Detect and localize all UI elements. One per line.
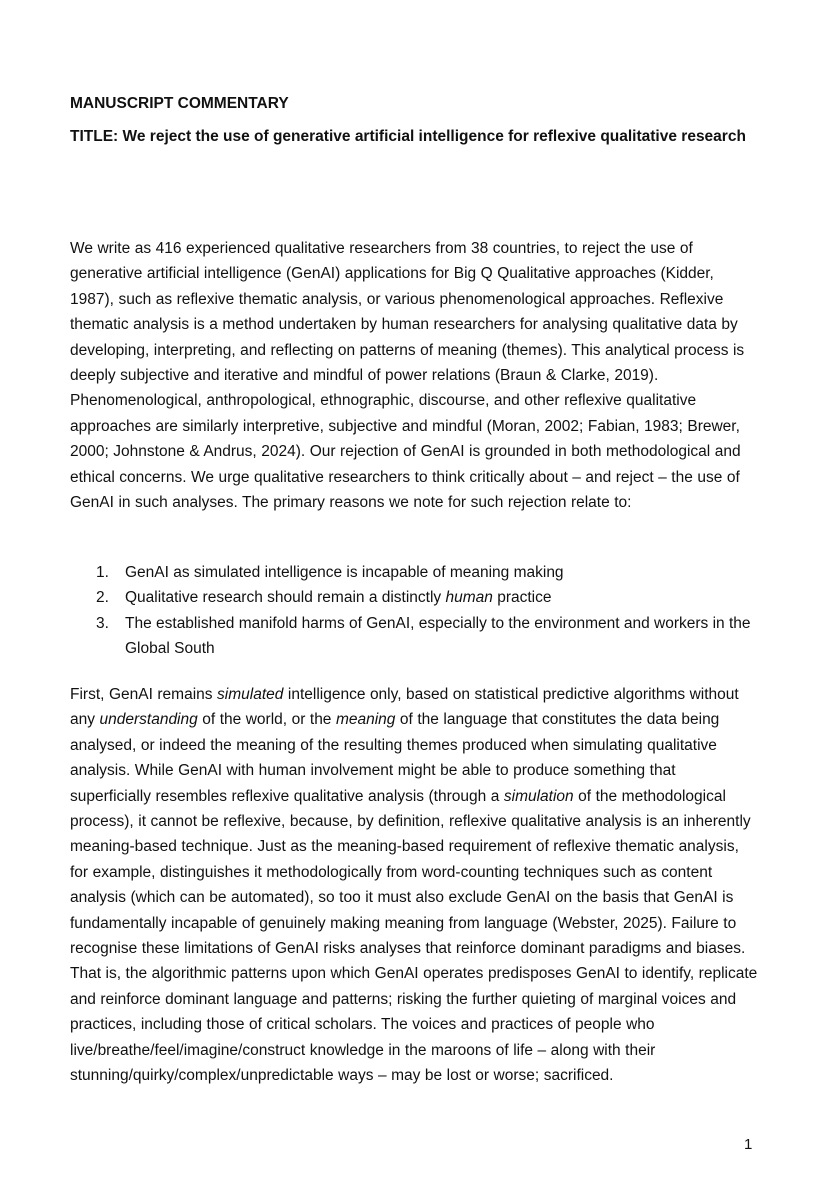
emphasis-understanding: understanding — [99, 711, 198, 729]
reasons-list — [70, 560, 760, 662]
manuscript-label: MANUSCRIPT COMMENTARY — [70, 95, 289, 112]
list-item-number: 3. — [96, 614, 109, 632]
text-run: intelligence only, based on statistical predictive algorithms without any — [70, 686, 739, 729]
document-title: TITLE: We reject the use of generative artificial intelligence for reflexive qualitative research — [70, 128, 746, 145]
emphasis-meaning: meaning — [335, 711, 396, 729]
list-item-emphasis: human — [445, 589, 493, 607]
list-item-number: 1. — [96, 564, 109, 581]
list-item-text: Qualitative research should remain a distinctly — [125, 589, 446, 607]
text-run: of the language that constitutes the data being analysed, or indeed the meaning of the resulting themes produced when simulating qualitative analysis. While GenAI with human involvement might be able to produce something that superficially resembles reflexive qualitative analysis (through a — [70, 711, 720, 805]
text-run: First, GenAI remains — [70, 686, 218, 703]
list-item-text: GenAI as simulated intelligence is incapable of meaning making — [125, 564, 564, 581]
text-run: of the world, or the — [197, 711, 336, 729]
argument-paragraph — [70, 682, 760, 1089]
page-number: 1 — [744, 1136, 753, 1153]
list-item — [70, 611, 760, 662]
list-item-number: 2. — [96, 589, 109, 607]
text-run: of the methodological process), it cannot be reflexive, because, by definition, reflexive qualitative analysis is an inherently meaning-based technique. Just as the meaning-based requirement of reflexive thematic analysis, for example, distinguishes it methodologically from word-counting techniques such as content analysis (which can be automated), so too it must also exclude GenAI on the basis that GenAI is fundamentally incapable of genuinely making meaning from language (Webster, 2025). Failure to recognise these limitations of GenAI risks analyses that reinforce dominant paradigms and biases. That is, the algorithmic patterns upon which GenAI operates predisposes GenAI to identify, replicate and reinforce dominant language and patterns; risking the further quieting of marginal voices and practices, including those of critical scholars. The voices and practices of people who live/breathe/feel/imagine/construct knowledge in the maroons of life – along with their stunning/quirky/complex/unpredictable ways – may be lost or worse; sacrificed. — [70, 787, 758, 1085]
list-item-text-end: practice — [492, 589, 552, 607]
emphasis-simulation: simulation — [503, 787, 574, 805]
emphasis-simulated: simulated — [217, 686, 284, 703]
intro-paragraph: We write as 416 experienced qualitative researchers from 38 countries, to reject the use of generative artificial intelligence (GenAI) applications for Big Q Qualitative approaches (Kidder, 1987), such as reflexive thematic analysis, or various phenomenological approaches. Reflexive thematic analysis is a method undertaken by human researchers for analysing qualitative data by developing, interpreting, and reflecting on patterns of meaning (themes). This analytical process is deeply subjective and iterative and mindful of power relations (Braun & Clarke, 2019). Phenomenological, anthropological, ethnographic, discourse, and other reflexive qualitative approaches are similarly interpretive, subjective and mindful (Moran, 2002; Fabian, 1983; Brewer, 2000; Johnstone & Andrus, 2024). Our rejection of GenAI is grounded in both methodological and ethical concerns. We urge qualitative researchers to think critically about – and reject – the use of GenAI in such analyses. The primary reasons we note for such rejection relate to: — [70, 240, 745, 512]
list-item — [70, 585, 760, 610]
list-item-text: The established manifold harms of GenAI, especially to the environment and workers in the Global South — [125, 614, 751, 658]
list-item — [70, 560, 760, 585]
